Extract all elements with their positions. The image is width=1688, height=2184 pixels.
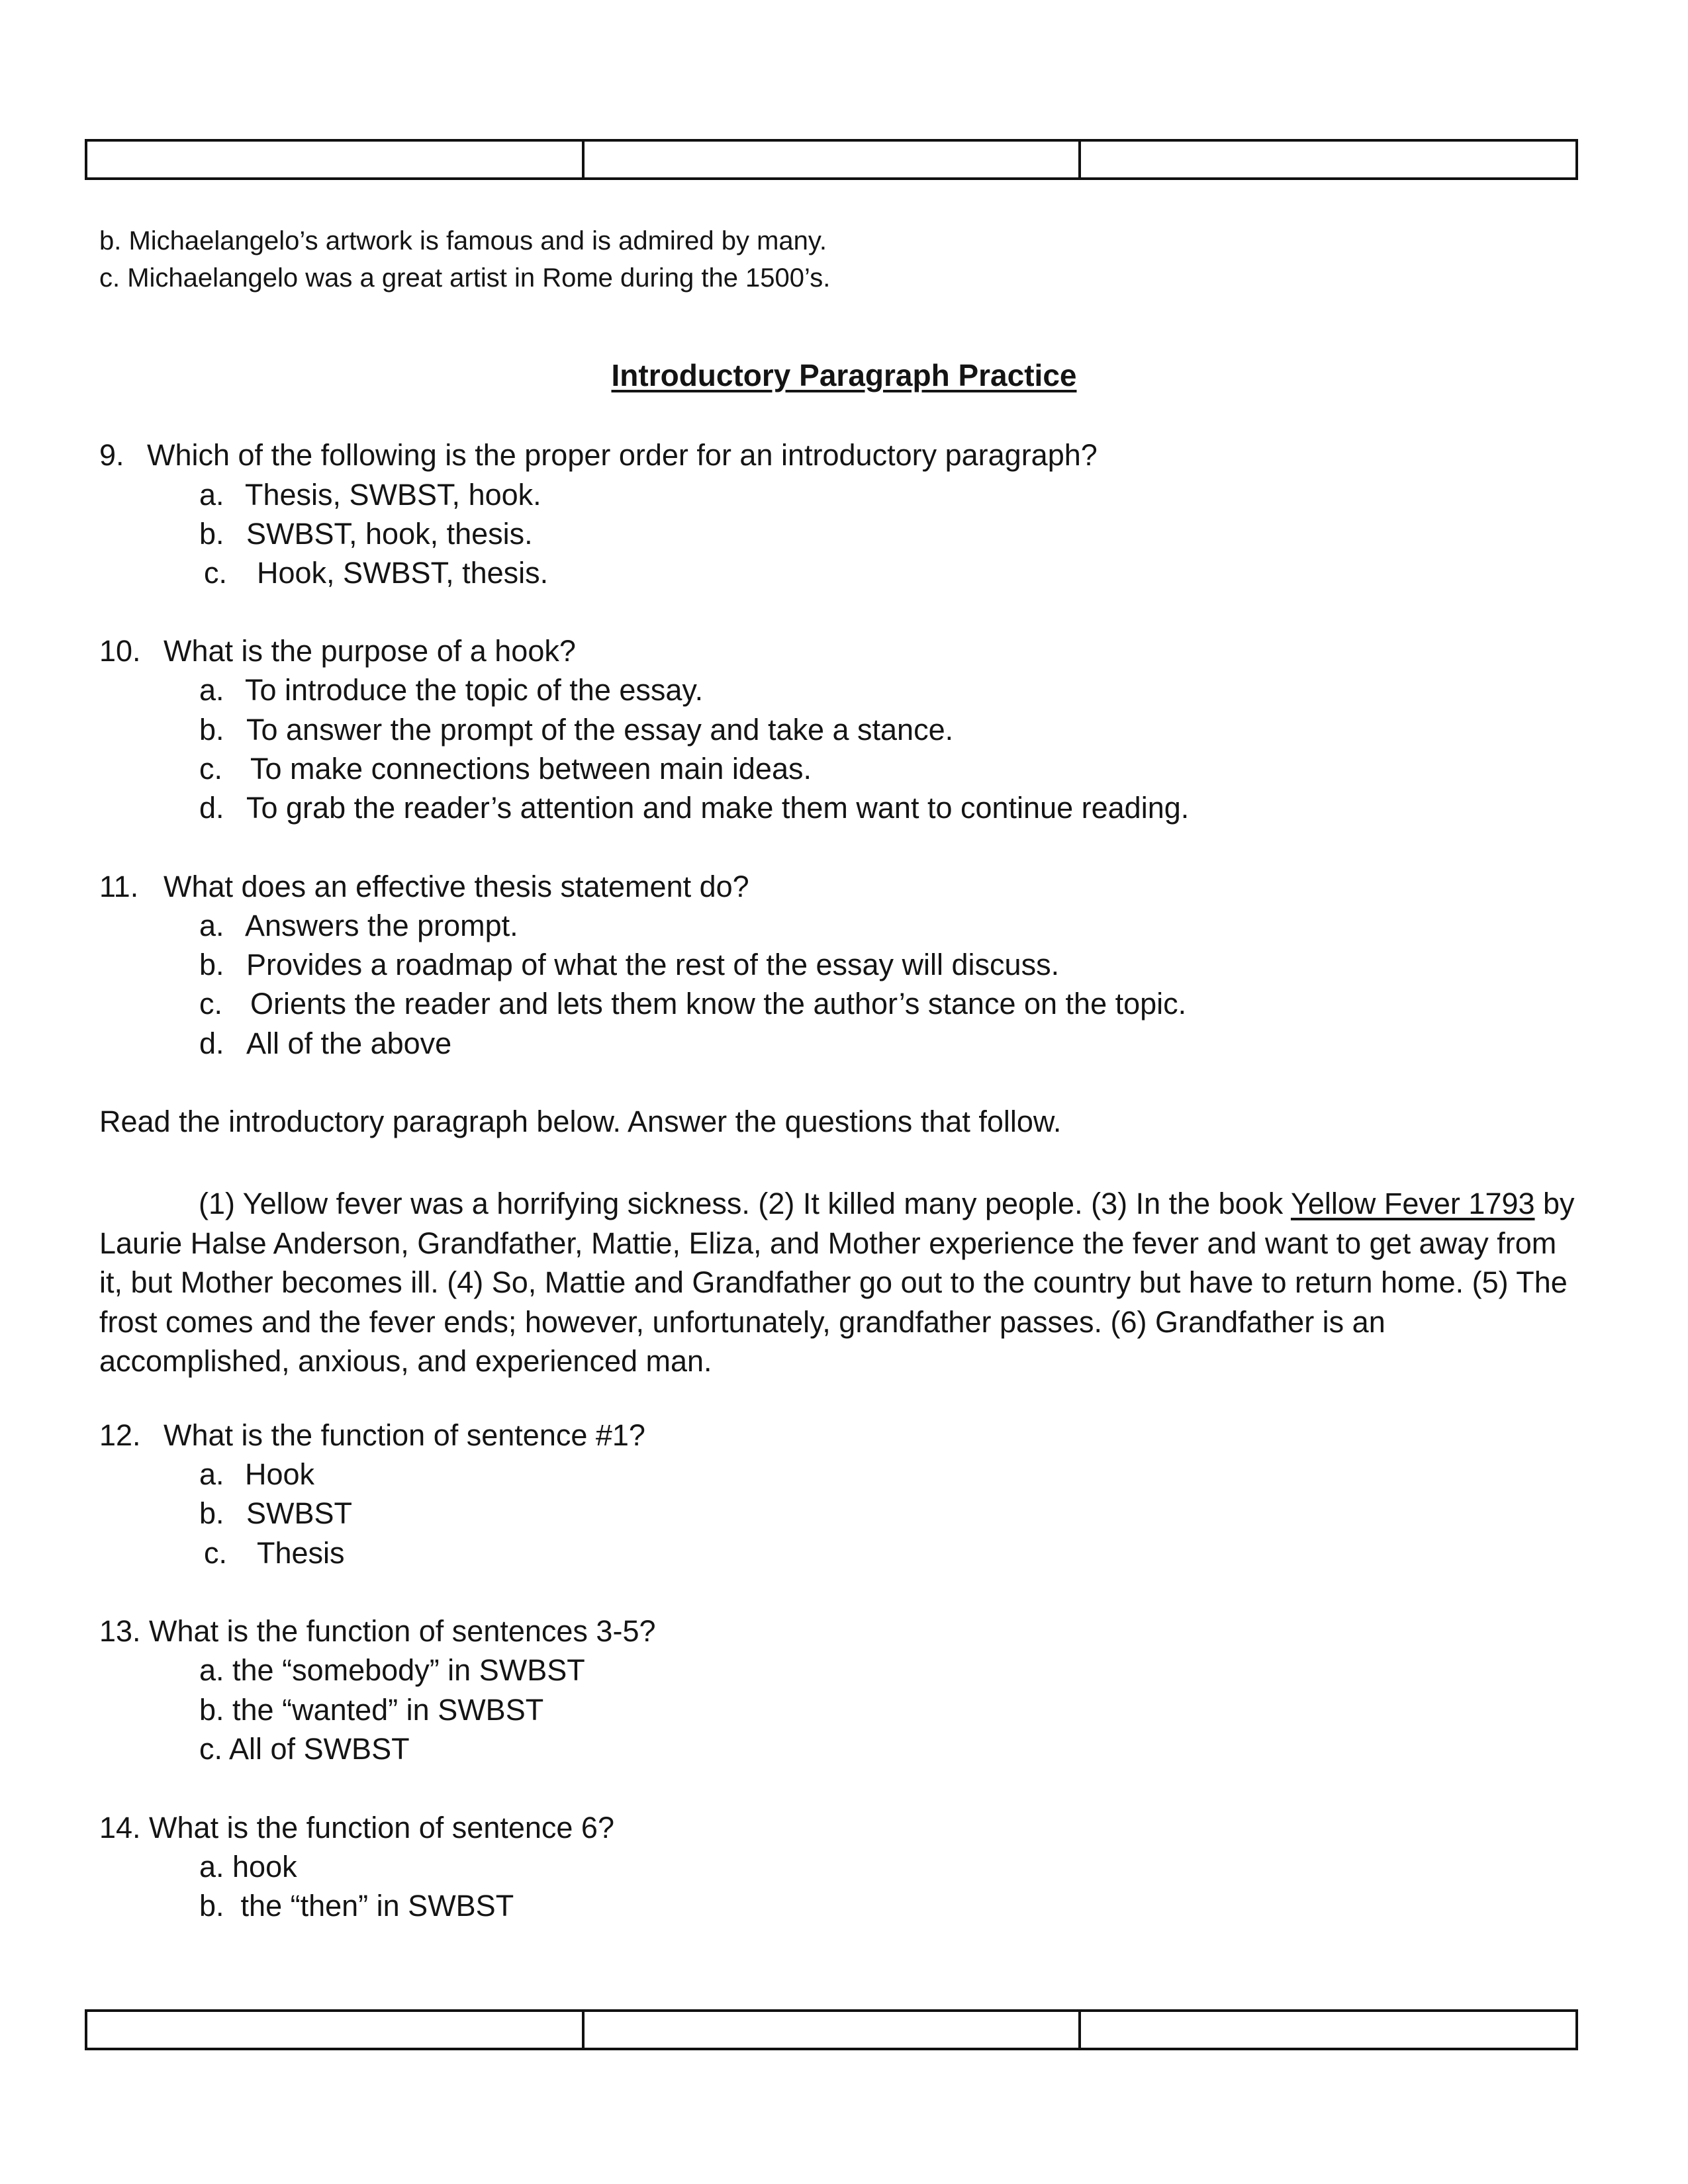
header-table-cell: [87, 142, 582, 177]
q10-option-text: To make connections between main ideas.: [250, 752, 812, 786]
passage-part2: by Laurie Halse Anderson, Grandfather, Mattie, Eliza, and Mother experience the fever and want to get away from it, but Mother becomes ill. (4) So, Mattie and Grandfather go out to the country but have to return home. (5) The frost comes and the fever ends; however, unfortunately, grandfather passes. (6) Grandfather is an accomplished, anxious, and experienced man.: [99, 1187, 1575, 1378]
q9-option-text: Hook, SWBST, thesis.: [257, 556, 549, 590]
book-title: Yellow Fever 1793: [1290, 1187, 1535, 1220]
q13-option: b. the “wanted” in SWBST: [199, 1693, 544, 1727]
q9-text: Which of the following is the proper order for an introductory paragraph?: [147, 438, 1098, 472]
q12-option-text: Thesis: [257, 1536, 345, 1570]
q14-text: 14. What is the function of sentence 6?: [99, 1811, 614, 1844]
instructions: Read the introductory paragraph below. Answer the questions that follow.: [99, 1105, 1062, 1138]
q9-option-text: SWBST, hook, thesis.: [246, 517, 533, 551]
q11-option-letter: c.: [199, 987, 223, 1021]
q10-text: What is the purpose of a hook?: [164, 634, 576, 668]
q9-option-letter: b.: [199, 517, 224, 551]
q12-option-text: Hook: [245, 1457, 315, 1491]
q11-option-letter: b.: [199, 948, 224, 981]
header-table-cell: [582, 142, 1079, 177]
q10-option-text: To introduce the topic of the essay.: [245, 673, 704, 707]
q12-option-text: SWBST: [246, 1496, 353, 1530]
q14-option: a. hook: [199, 1850, 297, 1884]
q9-option-text: Thesis, SWBST, hook.: [245, 478, 541, 512]
footer-table-cell: [87, 2012, 582, 2048]
q13-text: 13. What is the function of sentences 3-5?: [99, 1614, 656, 1648]
footer-table-cell: [1078, 2012, 1575, 2048]
q9-option-letter: a.: [199, 478, 224, 512]
passage-part1: (1) Yellow fever was a horrifying sickness. (2) It killed many people. (3) In the book: [199, 1187, 1291, 1220]
q10-option-text: To grab the reader’s attention and make them want to continue reading.: [246, 791, 1190, 825]
prev-option-c: c. Michaelangelo was a great artist in Rome during the 1500’s.: [99, 263, 831, 293]
q14-option: b. the “then” in SWBST: [199, 1889, 514, 1923]
q11-option-text: Answers the prompt.: [245, 909, 518, 942]
q11-option-text: All of the above: [246, 1026, 452, 1060]
q10-option-letter: c.: [199, 752, 223, 786]
prev-option-b: b. Michaelangelo’s artwork is famous and is admired by many.: [99, 226, 827, 255]
header-table: [85, 139, 1578, 180]
q10-option-text: To answer the prompt of the essay and take a stance.: [246, 713, 954, 747]
q10-option-letter: a.: [199, 673, 224, 707]
header-table-cell: [1078, 142, 1575, 177]
q12-option-letter: b.: [199, 1496, 224, 1530]
q13-option: c. All of SWBST: [199, 1732, 410, 1766]
footer-table: [85, 2009, 1578, 2050]
q13-option: a. the “somebody” in SWBST: [199, 1653, 585, 1687]
q11-option-text: Provides a roadmap of what the rest of the essay will discuss.: [246, 948, 1060, 981]
q9-option-letter: c.: [204, 556, 228, 590]
section-title: Introductory Paragraph Practice: [611, 358, 1077, 392]
footer-table-cell: [582, 2012, 1079, 2048]
q12-number: 12.: [99, 1418, 141, 1452]
q11-option-text: Orients the reader and lets them know the author’s stance on the topic.: [250, 987, 1187, 1021]
passage-paragraph: [99, 1184, 1582, 1381]
q12-option-letter: a.: [199, 1457, 224, 1491]
q12-option-letter: c.: [204, 1536, 228, 1570]
q9-number: 9.: [99, 438, 124, 472]
q10-option-letter: d.: [199, 791, 224, 825]
q11-option-letter: a.: [199, 909, 224, 942]
q10-number: 10.: [99, 634, 141, 668]
q11-number: 11.: [99, 870, 139, 903]
q10-option-letter: b.: [199, 713, 224, 747]
q12-text: What is the function of sentence #1?: [164, 1418, 645, 1452]
q11-text: What does an effective thesis statement do?: [164, 870, 749, 903]
q11-option-letter: d.: [199, 1026, 224, 1060]
